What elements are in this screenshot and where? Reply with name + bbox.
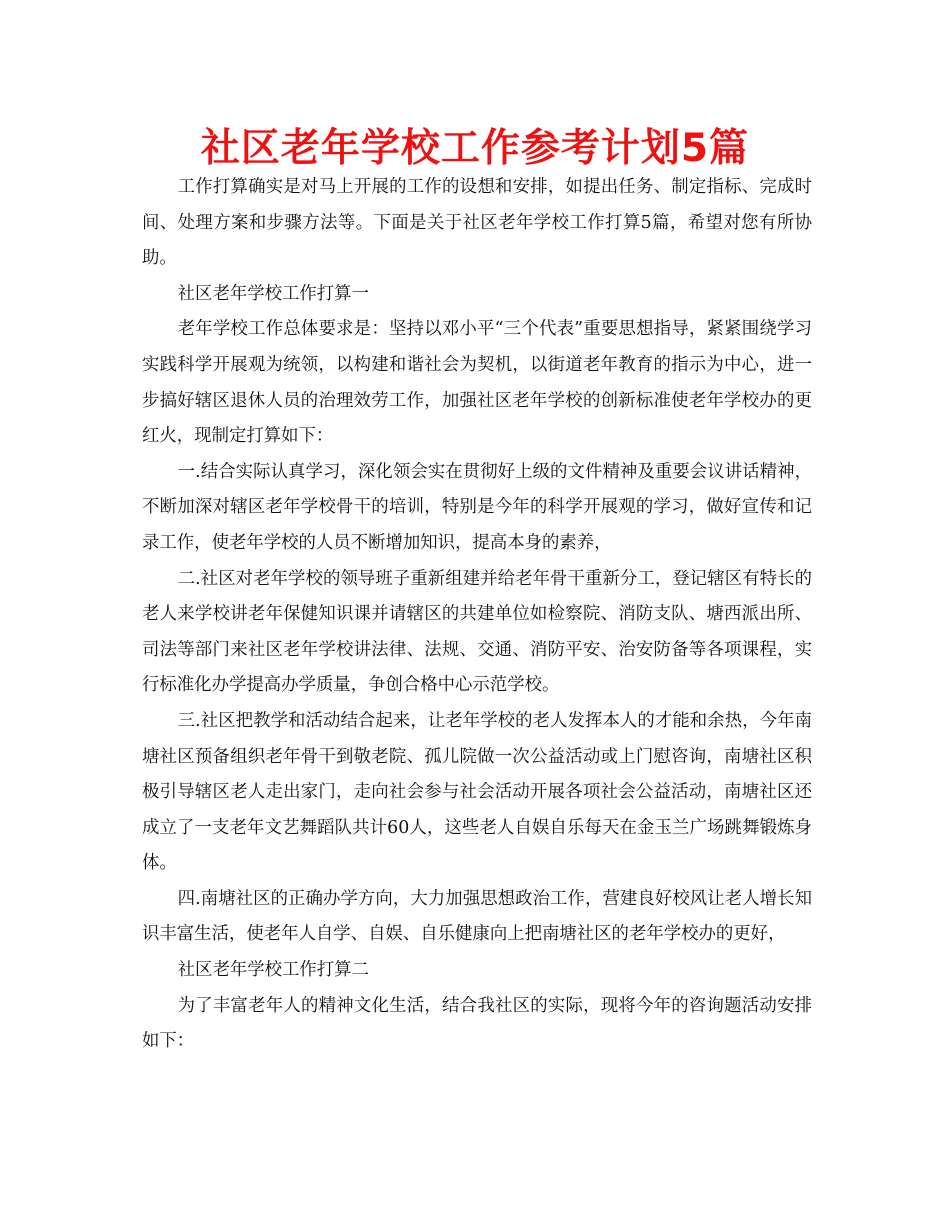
intro-paragraph: 工作打算确实是对马上开展的工作的设想和安排，如提出任务、制定指标、完成时间、处理方案和步骤方法等。下面是关于社区老年学校工作打算5篇，希望对您有所协助。 <box>142 177 812 269</box>
section1-item-1: 一.结合实际认真学习，深化领会实在贯彻好上级的文件精神及重要会议讲话精神，不断加深对辖区老年学校骨干的培训，特别是今年的科学开展观的学习，做好宣传和记录工作，使老年学校的人员不断增加知识，提高本身的素养， <box>142 461 812 553</box>
document-body <box>142 170 812 1060</box>
section-heading-2: 社区老年学校工作打算二 <box>177 960 369 981</box>
section1-lead-paragraph: 老年学校工作总体要求是：坚持以邓小平“三个代表”重要思想指导，紧紧围绕学习实践科学开展观为统领，以构建和谐社会为契机，以街道老年教育的指示为中心，进一步搞好辖区退休人员的治理效劳工作，加强社区老年学校的创新标准使老年学校办的更红火，现制定打算如下： <box>142 319 812 447</box>
section-heading-1: 社区老年学校工作打算一 <box>177 283 369 304</box>
section1-item-3: 三.社区把教学和活动结合起来，让老年学校的老人发挥本人的才能和余热，今年南塘社区预备组织老年骨干到敬老院、孤儿院做一次公益活动或上门慰咨询，南塘社区积极引导辖区老人走出家门，走向社会参与社会活动开展各项社会公益活动，南塘社区还成立了一支老年文艺舞蹈队共计60人，这些老人自娱自乐每天在金玉兰广场跳舞锻炼身体。 <box>142 710 812 874</box>
section2-lead-paragraph: 为了丰富老年人的精神文化生活，结合我社区的实际，现将今年的咨询题活动安排如下： <box>142 995 812 1052</box>
section1-item-4: 四.南塘社区的正确办学方向，大力加强思想政治工作，营建良好校风让老人增长知识丰富生活，使老年人自学、自娱、自乐健康向上把南塘社区的老年学校办的更好， <box>142 888 812 945</box>
section1-item-2: 二.社区对老年学校的领导班子重新组建并给老年骨干重新分工，登记辖区有特长的老人来学校讲老年保健知识课并请辖区的共建单位如检察院、消防支队、塘西派出所、司法等部门来社区老年学校讲法律、法规、交通、消防平安、治安防备等各项课程，实行标准化办学提高办学质量，争创合格中心示范学校。 <box>142 568 812 696</box>
document-title: 社区老年学校工作参考计划5篇 <box>200 126 750 171</box>
